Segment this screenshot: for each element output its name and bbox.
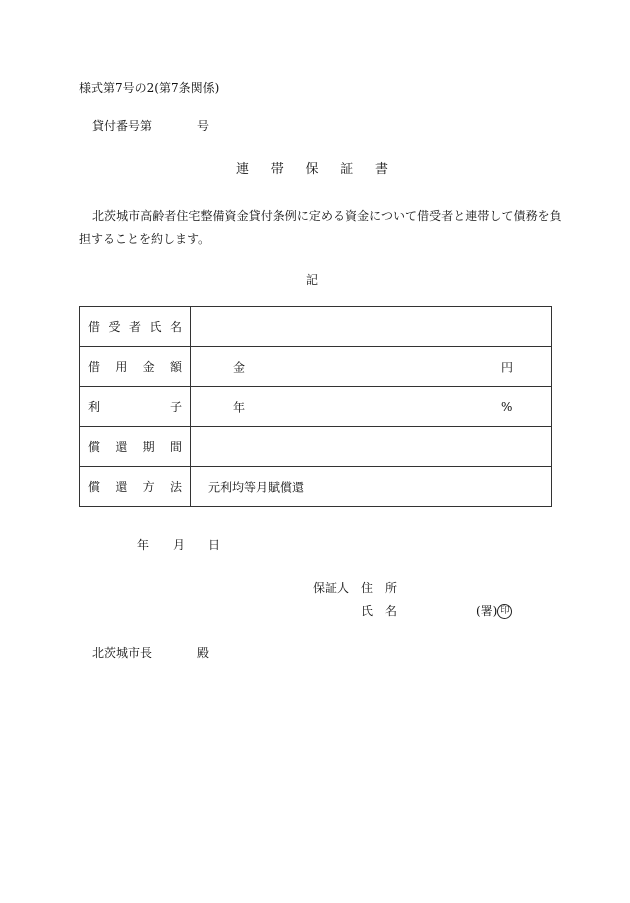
label-char: 額 bbox=[169, 360, 182, 374]
loan-amount-field[interactable] bbox=[191, 347, 552, 387]
interest-label bbox=[80, 387, 191, 427]
borrower-name-field[interactable] bbox=[191, 307, 552, 347]
loan-details-table bbox=[79, 306, 552, 507]
guarantor-name-label: 氏 名 bbox=[361, 604, 398, 618]
label-char: 間 bbox=[169, 440, 182, 454]
table-row bbox=[80, 467, 552, 507]
table-row bbox=[80, 427, 552, 467]
signature-mark bbox=[476, 603, 512, 619]
amount-kin: 金 bbox=[233, 360, 246, 374]
label-char: 者 bbox=[128, 320, 141, 334]
table-row bbox=[80, 347, 552, 387]
ki-heading: 記 bbox=[306, 273, 319, 287]
guarantor-label: 保証人 bbox=[313, 581, 350, 595]
loan-number-prefix: 貸付番号第 bbox=[92, 119, 153, 133]
label-char: 子 bbox=[169, 400, 182, 414]
title-char: 書 bbox=[374, 162, 388, 177]
label-char: 受 bbox=[108, 320, 121, 334]
document-title bbox=[236, 162, 388, 178]
title-char: 連 bbox=[236, 162, 250, 177]
signature-text: (署) bbox=[476, 604, 498, 618]
label-char: 方 bbox=[142, 480, 155, 494]
amount-yen: 円 bbox=[501, 360, 514, 374]
interest-year: 年 bbox=[233, 400, 246, 414]
label-char: 利 bbox=[88, 400, 101, 414]
interest-field[interactable] bbox=[191, 387, 552, 427]
label-char: 還 bbox=[115, 440, 128, 454]
repayment-method-label bbox=[80, 467, 191, 507]
guarantor-address-label: 住 所 bbox=[361, 581, 398, 595]
loan-amount-label bbox=[80, 347, 191, 387]
repayment-method-value: 元利均等月賦償還 bbox=[208, 480, 305, 494]
seal-icon: 印 bbox=[497, 604, 512, 619]
repayment-period-field[interactable] bbox=[191, 427, 552, 467]
title-char: 帯 bbox=[270, 162, 284, 177]
addressee-name: 北茨城市長 bbox=[92, 646, 153, 660]
interest-percent: % bbox=[501, 399, 513, 414]
table-row bbox=[80, 307, 552, 347]
form-number: 様式第7号の2(第7条関係) bbox=[79, 81, 220, 95]
label-char: 借 bbox=[88, 320, 101, 334]
table-row bbox=[80, 387, 552, 427]
title-char: 保 bbox=[305, 162, 319, 177]
label-char: 名 bbox=[169, 320, 182, 334]
date-year: 年 bbox=[137, 538, 150, 552]
date-month: 月 bbox=[173, 538, 186, 552]
body-text-line-2: 担することを約します。 bbox=[79, 232, 211, 246]
repayment-method-field[interactable] bbox=[191, 467, 552, 507]
label-char: 借 bbox=[88, 360, 101, 374]
title-char: 証 bbox=[340, 162, 354, 177]
addressee-honorific: 殿 bbox=[197, 646, 210, 660]
date-day: 日 bbox=[208, 538, 221, 552]
label-char: 金 bbox=[142, 360, 155, 374]
label-char: 用 bbox=[115, 360, 128, 374]
loan-number-suffix: 号 bbox=[197, 119, 210, 133]
repayment-period-label bbox=[80, 427, 191, 467]
label-char: 償 bbox=[88, 440, 101, 454]
body-text-line-1: 北茨城市高齢者住宅整備資金貸付条例に定める資金について借受者と連帯して債務を負 bbox=[92, 209, 562, 223]
label-char: 氏 bbox=[149, 320, 162, 334]
label-char: 還 bbox=[115, 480, 128, 494]
borrower-name-label bbox=[80, 307, 191, 347]
label-char: 償 bbox=[88, 480, 101, 494]
label-char: 法 bbox=[169, 480, 182, 494]
label-char: 期 bbox=[142, 440, 155, 454]
